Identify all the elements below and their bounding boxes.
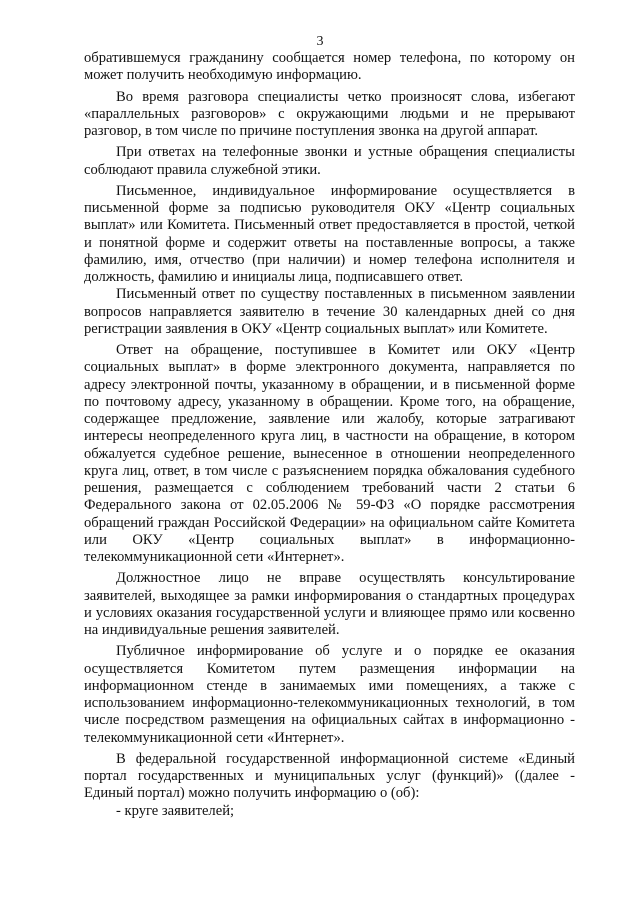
document-body [84, 50, 575, 820]
paragraph-continuation: обратившемуся гражданину сообщается номер телефона, по которому он может получить необходимую информацию. [84, 50, 575, 84]
paragraph-unified-portal: В федеральной государственной информационной системе «Единый портал государственных и муниципальных услуг (функций)» ((далее - Единый портал) можно получить информацию о (об): [84, 750, 575, 802]
paragraph-response-deadline: Письменный ответ по существу поставленных в письменном заявлении вопросов направляется заявителю в течение 30 календарных дней со дня регистрации заявления в ОКУ «Центр социальных выплат» или Комитете. [84, 286, 575, 337]
paragraph-consulting-limits: Должностное лицо не вправе осуществлять консультирование заявителей, выходящее за рамки информирования о стандартных процедурах и условиях оказания государственной услуги и влияющее прямо или косвенно на индивидуальные решения заявителей. [84, 570, 575, 638]
paragraph-public-informing: Публичное информирование об услуге и о порядке ее оказания осуществляется Комитетом путем размещения информации на информационном стенде в занимаемых ими помещениях, а также с использованием информационно-телекоммуникационных технологий, в том числе посредством размещения на официальных сайтах в информационно - телекоммуникационной сети «Интернет». [84, 643, 575, 746]
paragraph-written-informing: Письменное, индивидуальное информирование осуществляется в письменной форме за подписью руководителя ОКУ «Центр социальных выплат» или Комитета. Письменный ответ предоставляется в простой, четкой и понятной форме и содержит ответы на поставленные вопросы, а также фамилию, имя, отчество (при наличии) и номер телефона исполнителя и должность, фамилию и инициалы лица, подписавшего ответ. [84, 182, 575, 285]
list-item-applicants: - круге заявителей; [116, 802, 235, 819]
paragraph-ethics: При ответах на телефонные звонки и устные обращения специалисты соблюдают правила служебной этики. [84, 144, 575, 178]
page-number: 3 [316, 34, 324, 49]
paragraph-electronic-response: Ответ на обращение, поступившее в Комитет или ОКУ «Центр социальных выплат» в форме электронного документа, направляется по адресу электронной почты, указанному в обращении, и в письменной форме по почтовому адресу, указанному в обращении. Кроме того, на обращение, содержащее предложение, заявление или жалобу, которые затрагивают интересы неопределенного круга лиц, в частности на обращение, в котором обжалуется судебное решение, вынесенное в отношении неопределенного круга лиц, ответ, в том числе с разъяснением порядка обжалования судебного решения, размещается с соблюдением требований части 2 статьи 6 Федерального закона от 02.05.2006 № 59-ФЗ «О порядке рассмотрения обращений граждан Российской Федерации» на официальном сайте Комитета или ОКУ «Центр социальных выплат» в информационно-телекоммуникационной сети «Интернет». [84, 342, 575, 565]
paragraph-speech-rules: Во время разговора специалисты четко произносят слова, избегают «параллельных разговоров» с окружающими людьми и не прерывают разговор, в том числе по причине поступления звонка на другой аппарат. [84, 88, 575, 139]
